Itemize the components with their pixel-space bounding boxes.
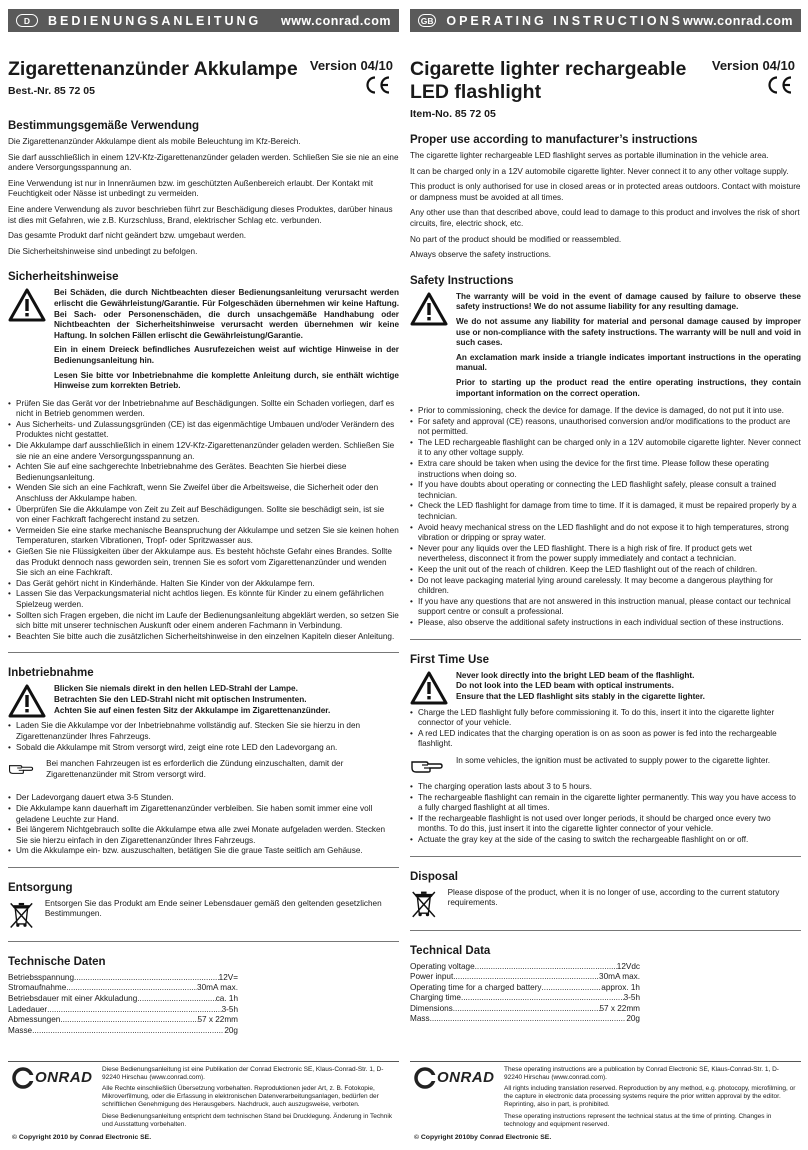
paragraph: Always observe the safety instructions. xyxy=(410,250,552,260)
warning-triangle-icon xyxy=(8,288,46,322)
paragraph: We do not assume any liability for material and personal damage caused by improper use or non-compliance with the safety instructions. The warranty will be null and void in such cases. xyxy=(456,316,801,348)
footer xyxy=(8,1061,399,1141)
paragraph: No part of the product should be modified or reassembled. xyxy=(410,234,622,244)
list-item: • Der Ladevorgang dauert etwa 3-5 Stunden. xyxy=(8,793,399,804)
german-column xyxy=(8,9,399,1141)
tech-label: Dimensions xyxy=(410,1003,453,1013)
disposal-heading: Entsorgung xyxy=(8,881,73,894)
intended-use-text xyxy=(410,151,801,261)
copyright: © Copyright 2010by Conrad Electronic SE. xyxy=(414,1134,552,1141)
first-use-bullets-a xyxy=(410,708,801,750)
header-url: www.conrad.com xyxy=(280,13,391,28)
paragraph: Das gesamte Produkt darf nicht geändert bzw. umgebaut werden. xyxy=(8,231,247,241)
conrad-logo-text: ONRAD xyxy=(35,1069,93,1087)
pointing-hand-icon xyxy=(410,756,444,774)
list-item: • Aus Sicherheits- und Zulassungsgründen (CE) ist das eigenmächtige Umbauen und/oder Verändern des Produktes nicht gestattet. xyxy=(8,420,399,441)
tech-value: 30mA max. xyxy=(197,983,238,993)
safety-bullets xyxy=(8,399,399,643)
tech-row xyxy=(410,993,640,1004)
conrad-c-icon xyxy=(414,1067,436,1089)
list-item: • If you have any questions that are not answered in this instruction manual, please contact our technical support centre or consult a professional. xyxy=(410,597,801,618)
paragraph: The cigarette lighter rechargeable LED flashlight serves as portable illumination in the vehicle area. xyxy=(410,151,769,160)
list-item: • Gießen Sie nie Flüssigkeiten über der Akkulampe aus. Es besteht höchste Gefahr eines Brandes. Sollte das Produkt dennoch nass geworden sein, trennen Sie es sofort vom Zigarettenanzünder und wenden Sie sich an eine Fachkraft. xyxy=(8,547,399,579)
list-item: • Laden Sie die Akkulampe vor der Inbetriebnahme vollständig auf. Stecken Sie sie hierzu in den Zigarettenanzünder Ihres Fahrzeugs. xyxy=(8,721,399,742)
pointing-hand-icon xyxy=(8,759,34,777)
tech-value: 20g xyxy=(224,1025,238,1035)
tech-value: 12Vdc xyxy=(616,961,640,971)
product-title: Cigarette lighter rechargeable LED flashlight xyxy=(410,58,687,103)
list-item: • Die Akkulampe kann dauerhaft im Zigarettenanzünder verbleiben. Sie haben somit immer eine voll geladene Leuchte zur Hand. xyxy=(8,804,399,825)
first-use-heading: First Time Use xyxy=(410,653,490,666)
tech-table xyxy=(8,973,399,1037)
header-title: BEDIENUNGSANLEITUNG xyxy=(48,13,262,28)
first-use-heading: Inbetriebnahme xyxy=(8,667,94,680)
intended-use-text xyxy=(8,137,399,257)
list-item: • If the rechargeable flashlight is not used over longer periods, it should be charged once every two months. To do this, just insert it into the cigarette lighter connector of your vehicle. xyxy=(410,814,801,835)
warning-triangle-icon xyxy=(410,671,448,705)
paragraph: Eine Verwendung ist nur in Innenräumen bzw. im geschützten Außenbereich erlaubt. Der Kontakt mit Feuchtigkeit oder Nässe ist unbedingt zu vermeiden. xyxy=(8,178,374,199)
product-title: Zigarettenanzünder Akkulampe xyxy=(8,58,298,80)
list-item: • Sollten sich Fragen ergeben, die nicht im Laufe der Bedienungsanleitung abgeklärt werden, so setzen Sie sich bitte mit unserer technischen Auskunft oder einem anderen Fachmann in Verbindung. xyxy=(8,611,399,632)
conrad-logo xyxy=(414,1066,498,1090)
paragraph: Any other use than that described above, could lead to damage to this product and involves the risk of short circuits, fire, electric shock, etc. xyxy=(410,208,800,228)
tech-value: 30mA max. xyxy=(599,972,640,982)
dot-leader xyxy=(430,1014,627,1025)
language-badge: GB xyxy=(418,14,436,27)
safety-warning-text xyxy=(54,288,399,395)
paragraph: Ensure that the LED flashlight sits stably in the cigarette lighter. xyxy=(456,691,705,701)
version-label: Version 04/10 xyxy=(309,58,393,73)
note-text: Bei manchen Fahrzeugen ist es erforderlich die Zündung einzuschalten, damit der Zigarettenanzünder mit Strom versorgt wird. xyxy=(46,759,344,779)
first-use-warning-block xyxy=(410,671,801,705)
dot-leader xyxy=(47,1005,221,1016)
tech-label: Masse xyxy=(8,1025,33,1035)
language-badge: D xyxy=(16,14,38,27)
footer-text xyxy=(102,1066,395,1132)
paragraph: Achten Sie auf einen festen Sitz der Akkulampe im Zigarettenanzünder. xyxy=(54,705,331,715)
dot-leader xyxy=(74,973,219,984)
list-item: • Actuate the gray key at the side of the casing to switch the rechargeable flashlight on or off. xyxy=(410,835,801,846)
tech-label: Stromaufnahme xyxy=(8,983,67,993)
ce-mark-icon xyxy=(363,75,393,95)
dot-leader xyxy=(542,983,602,994)
safety-heading: Safety Instructions xyxy=(410,274,514,287)
dot-leader xyxy=(475,962,617,973)
list-item: • Lassen Sie das Verpackungsmaterial nicht achtlos liegen. Es könnte für Kinder zu einem gefährlichen Spielzeug werden. xyxy=(8,589,399,610)
paragraph: Blicken Sie niemals direkt in den hellen LED-Strahl der Lampe. xyxy=(54,684,298,694)
list-item: • Überprüfen Sie die Akkulampe von Zeit zu Zeit auf Beschädigungen. Sollte sie beschädigt sein, ist sie von einer Fachkraft fachgerecht instand zu setzen. xyxy=(8,505,399,526)
list-item: • Keep the unit out of the reach of children. Keep the LED flashlight out of the reach of children. xyxy=(410,565,801,576)
paragraph: Betrachten Sie den LED-Strahl nicht mit optischen Instrumenten. xyxy=(54,694,307,704)
tech-row xyxy=(410,1014,640,1025)
list-item: • Prüfen Sie das Gerät vor der Inbetriebnahme auf Beschädigungen. Sollte ein Schaden vorliegen, darf es nicht in Betrieb genommen werden. xyxy=(8,399,399,420)
tech-row xyxy=(410,972,640,983)
tech-row xyxy=(8,1026,238,1037)
paragraph: All rights including translation reserved. Reproduction by any method, e.g. photocopy, microfilming, or the capture in electronic data processing systems require the prior written approval by the editor. Reprinting, also in part, is prohibited. xyxy=(504,1084,796,1109)
disposal-block xyxy=(8,899,399,931)
conrad-logo xyxy=(12,1066,96,1090)
disposal-heading: Disposal xyxy=(410,870,458,883)
tech-value: 57 x 22mm xyxy=(599,1003,640,1013)
list-item: • Charge the LED flashlight fully before commissioning it. To do this, insert it into the cigarette lighter connector of your vehicle. xyxy=(410,708,801,729)
safety-warning-text xyxy=(456,292,801,403)
tech-label: Betriebsdauer mit einer Akkuladung xyxy=(8,994,138,1004)
warning-triangle-icon xyxy=(410,292,448,326)
list-item: • Beachten Sie bitte auch die zusätzlichen Sicherheitshinweise in den einzelnen Kapiteln dieser Anleitung. xyxy=(8,632,399,643)
paragraph: Alle Rechte einschließlich Übersetzung vorbehalten. Reproduktionen jeder Art, z. B. Fotokopie, Mikroverfilmung, oder die Erfassung in elektronischen Datenverarbeitungsanlagen, bedürfen der schriftlichen Genehmigung des Herausgebers. Nachdruck, auch auszugsweise, verboten. xyxy=(102,1084,379,1109)
paragraph: An exclamation mark inside a triangle indicates important instructions in the operating manual. xyxy=(456,352,801,373)
header-bar xyxy=(8,9,399,32)
divider xyxy=(410,856,801,857)
first-use-warning-block xyxy=(8,684,399,718)
paragraph: The warranty will be void in the event of damage caused by failure to observe these safety instructions! We do not assume liability for any resulting damage. xyxy=(456,291,801,312)
list-item: • Wenden Sie sich an eine Fachkraft, wenn Sie Zweifel über die Arbeitsweise, die Sicherheit oder den Anschluss der Akkulampe haben. xyxy=(8,483,399,504)
dot-leader xyxy=(32,1026,224,1037)
crossed-out-bin-icon xyxy=(410,888,438,920)
dot-leader xyxy=(453,972,599,983)
paragraph: Diese Bedienungsanleitung entspricht dem technischen Stand bei Drucklegung. Änderung in Technik und Ausstattung vorbehalten. xyxy=(102,1112,393,1128)
tech-value: ca. 1h xyxy=(215,994,238,1004)
list-item: • Please, also observe the additional safety instructions in each individual section of these instructions. xyxy=(410,618,801,629)
paragraph: Ein in einem Dreieck befindliches Ausrufezeichen weist auf wichtige Hinweise in der Bedienungsanleitung hin. xyxy=(54,345,399,365)
crossed-out-bin-icon xyxy=(8,899,35,931)
tech-value: 3-5h xyxy=(221,1004,238,1014)
tech-heading: Technical Data xyxy=(410,944,491,957)
title-block xyxy=(410,58,801,120)
paragraph: Never look directly into the bright LED beam of the flashlight. xyxy=(456,670,695,680)
conrad-logo-text: ONRAD xyxy=(437,1069,495,1087)
ce-mark-icon xyxy=(765,75,795,95)
header-url: www.conrad.com xyxy=(682,13,793,28)
list-item: • Bei längerem Nichtgebrauch sollte die Akkulampe etwa alle zwei Monate aufgeladen werden. Stecken Sie sie hierzu einfach in den Zigarettenanzünder Ihres Fahrzeugs. xyxy=(8,825,399,846)
header-title: OPERATING INSTRUCTIONS xyxy=(446,13,683,28)
list-item: • A red LED indicates that the charging operation is on as soon as power is fed into the rechargeable flashlight. xyxy=(410,729,801,750)
list-item: • Never pour any liquids over the LED flashlight. There is a high risk of fire. If product gets wet nevertheless, disconnect it from the power supply immediately and contact a technician. xyxy=(410,544,801,565)
list-item: • Avoid heavy mechanical stress on the LED flashlight and do not expose it to high temperatures, strong vibration or dripping or spray water. xyxy=(410,523,801,544)
dot-leader xyxy=(66,983,197,994)
list-item: • Prior to commissioning, check the device for damage. If the device is damaged, do not put it into use. xyxy=(410,406,801,417)
disposal-text: Entsorgen Sie das Produkt am Ende seiner Lebensdauer gemäß den geltenden gesetzlichen Bestimmungen. xyxy=(44,898,382,919)
tech-heading: Technische Daten xyxy=(8,955,106,968)
paragraph: Diese Bedienungsanleitung ist eine Publikation der Conrad Electronic SE, Klaus-Conrad-Str. 1, D-92240 Hirschau (www.conrad.com). xyxy=(102,1065,384,1081)
list-item: • For safety and approval (CE) reasons, unauthorised conversion and/or modifications to the product are not permitted. xyxy=(410,417,801,438)
list-item: • The LED rechargeable flashlight can be charged only in a 12V automobile cigarette lighter. Never connect it to any other voltage supply. xyxy=(410,438,801,459)
paragraph: Sie darf ausschließlich in einem 12V-Kfz-Zigarettenanzünder geladen werden. Schließen Sie sie nie an eine andere Versorgungsspannung an. xyxy=(8,152,399,173)
tech-row xyxy=(8,973,238,984)
list-item: • Vermeiden Sie eine starke mechanische Beanspruchung der Akkulampe und setzen Sie sie keinen hohen Temperaturen, starken Vibrationen, Tropf- oder Spritzwasser aus. xyxy=(8,526,399,547)
tech-row xyxy=(8,1005,238,1016)
tech-value: 12V= xyxy=(218,972,238,982)
note-block xyxy=(8,759,399,785)
tech-label: Power input xyxy=(410,972,454,982)
dot-leader xyxy=(137,994,215,1005)
list-item: • Das Gerät gehört nicht in Kinderhände. Halten Sie Kinder von der Akkulampe fern. xyxy=(8,579,399,590)
title-block xyxy=(8,58,399,106)
tech-label: Charging time xyxy=(410,993,461,1003)
warning-triangle-icon xyxy=(8,684,46,718)
safety-bullets xyxy=(410,406,801,628)
divider xyxy=(8,941,399,942)
paragraph: Die Zigarettenanzünder Akkulampe dient als mobile Beleuchtung im Kfz-Bereich. xyxy=(8,137,301,146)
divider xyxy=(410,930,801,931)
paragraph: These operating instructions represent the technical status at the time of printing. Changes in technology and equipment reserved. xyxy=(504,1112,772,1128)
tech-label: Ladedauer xyxy=(8,1004,48,1014)
tech-value: 20g xyxy=(626,1014,640,1024)
divider xyxy=(8,867,399,868)
dot-leader xyxy=(453,1004,600,1015)
dot-leader xyxy=(461,993,624,1004)
paragraph: This product is only authorised for use in closed areas or in protected areas outdoors. Contact with moisture or dampness must be avoided at all times. xyxy=(410,182,801,202)
intended-use-heading: Proper use according to manufacturer’s instructions xyxy=(410,134,698,146)
note-block xyxy=(410,756,801,774)
tech-label: Mass xyxy=(410,1014,430,1024)
list-item: • If you have doubts about operating or connecting the LED flashlight safely, please consult a trained technician. xyxy=(410,480,801,501)
divider xyxy=(410,639,801,640)
intended-use-heading: Bestimmungsgemäße Verwendung xyxy=(8,120,200,132)
paragraph: Eine andere Verwendung als zuvor beschrieben führt zur Beschädigung dieses Produktes, darüber hinaus ist dies mit Gefahren, wie z.B. Kurzschluss, Brand, elektrischer Schlag etc. verbunden. xyxy=(8,204,393,225)
list-item: • The rechargeable flashlight can remain in the cigarette lighter permanently. This way you have access to a fully charged flashlight at all times. xyxy=(410,793,801,814)
conrad-c-icon xyxy=(12,1067,34,1089)
first-use-bullets-a xyxy=(8,721,399,753)
tech-row xyxy=(410,983,640,994)
tech-label: Betriebsspannung xyxy=(8,972,75,982)
tech-row xyxy=(8,1015,238,1026)
copyright: © Copyright 2010 by Conrad Electronic SE. xyxy=(12,1134,152,1141)
list-item: • Um die Akkulampe ein- bzw. auszuschalten, betätigen Sie die graue Taste seitlich am Gehäuse. xyxy=(8,846,399,857)
list-item: • Die Akkulampe darf ausschließlich in einem 12V-Kfz-Zigarettenanzünder geladen werden. Schließen Sie sie nie an eine andere Versorgungsspannung an. xyxy=(8,441,399,462)
item-number: Item-No. 85 72 05 xyxy=(410,108,496,120)
divider xyxy=(8,652,399,653)
dot-leader xyxy=(60,1015,197,1026)
list-item: • The charging operation lasts about 3 to 5 hours. xyxy=(410,782,801,793)
safety-heading: Sicherheitshinweise xyxy=(8,271,119,284)
first-use-warning-text xyxy=(54,684,330,718)
disposal-text: Please dispose of the product, when it is no longer of use, according to the current statutory requirements. xyxy=(447,887,780,908)
list-item: • Do not leave packaging material lying around carelessly. It may become a dangerous plaything for children. xyxy=(410,576,801,597)
list-item: • Check the LED flashlight for damage from time to time. If it is damaged, it must be repaired properly by a technician. xyxy=(410,501,801,522)
tech-value: approx. 1h xyxy=(601,982,640,992)
list-item: • Extra care should be taken when using the device for the first time. Please follow these operating instructions when doing so. xyxy=(410,459,801,480)
paragraph: Die Sicherheitshinweise sind unbedingt zu befolgen. xyxy=(8,246,198,256)
paragraph: These operating instructions are a publication by Conrad Electronic SE, Klaus-Conrad-Str. 1, D-92240 Hirschau (www.conrad.com). xyxy=(504,1065,779,1081)
tech-label: Abmessungen xyxy=(8,1015,61,1025)
tech-table xyxy=(410,962,801,1026)
footer-text xyxy=(504,1066,797,1132)
paragraph: Bei Schäden, die durch Nichtbeachten dieser Bedienungsanleitung verursacht werden erlischt die Gewährleistung/Garantie. Für Folgeschäden übernehmen wir keine Haftung. Bei Sach- oder Personenschäden, die durch unsachgemäße Handhabung oder Nichtbeachten der Sicherheitshinweise verursacht werden übernehmen wir keine Haftung. In solchen Fällen erlischt die Gewährleistung/Garantie. xyxy=(54,288,399,340)
list-item: • Achten Sie auf eine sachgerechte Inbetriebnahme des Gerätes. Beachten Sie hierbei diese Bedienungsanleitung. xyxy=(8,462,399,483)
tech-row xyxy=(410,1004,640,1015)
tech-row xyxy=(8,983,238,994)
disposal-block xyxy=(410,888,801,920)
safety-warning-block xyxy=(410,292,801,403)
english-column xyxy=(410,9,801,1141)
tech-value: 57 x 22mm xyxy=(197,1015,238,1025)
safety-warning-block xyxy=(8,288,399,395)
item-number: Best.-Nr. 85 72 05 xyxy=(8,85,95,97)
header-bar xyxy=(410,9,801,32)
paragraph: It can be charged only in a 12V automobile cigarette lighter. Never connect it to any other voltage supply. xyxy=(410,166,789,176)
first-use-bullets-b xyxy=(410,782,801,846)
footer xyxy=(410,1061,801,1141)
tech-row xyxy=(410,962,640,973)
note-text: In some vehicles, the ignition must be activated to supply power to the cigarette lighter. xyxy=(456,755,771,765)
tech-row xyxy=(8,994,238,1005)
version-block xyxy=(310,58,393,95)
version-label: Version 04/10 xyxy=(711,58,795,73)
paragraph: Lesen Sie bitte vor Inbetriebnahme die komplette Anleitung durch, sie enthält wichtige Hinweise zum korrekten Betrieb. xyxy=(54,370,399,391)
paragraph: Prior to starting up the product read the entire operating instructions, they contain important information on the correct operation. xyxy=(456,377,801,398)
first-use-warning-text xyxy=(456,671,705,705)
tech-value: 3-5h xyxy=(623,993,640,1003)
version-block xyxy=(712,58,795,95)
tech-label: Operating time for a charged battery xyxy=(410,982,542,992)
first-use-bullets-b xyxy=(8,793,399,857)
paragraph: Do not look into the LED beam with optical instruments. xyxy=(456,681,674,691)
list-item: • Sobald die Akkulampe mit Strom versorgt wird, zeigt eine rote LED den Ladevorgang an. xyxy=(8,743,399,754)
tech-label: Operating voltage xyxy=(410,961,475,971)
